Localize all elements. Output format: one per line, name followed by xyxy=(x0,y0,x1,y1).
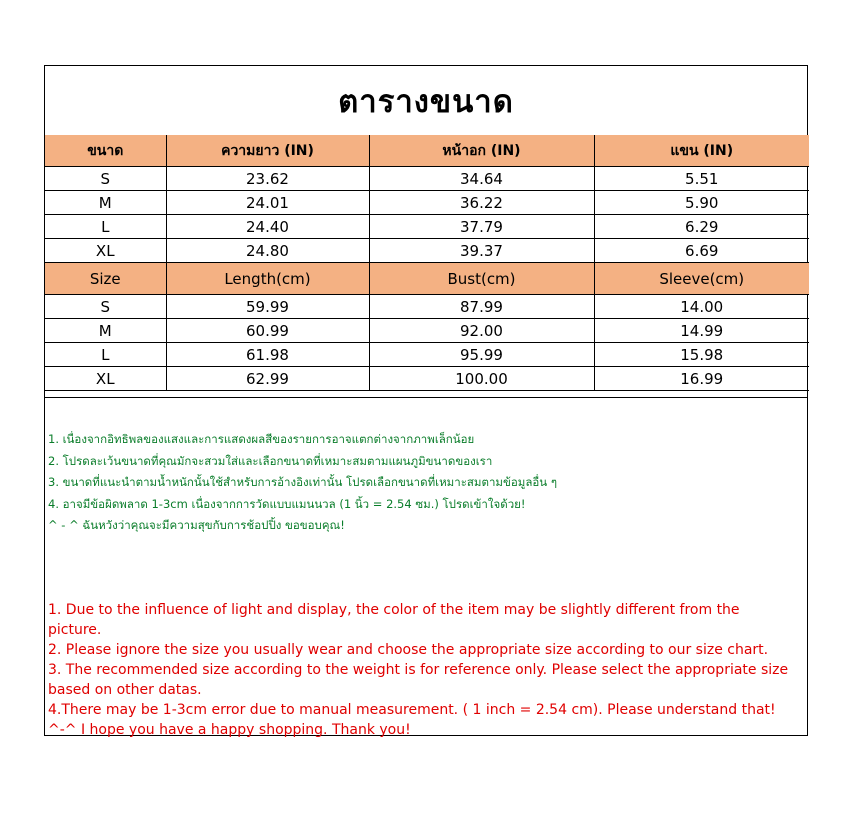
bust-cell: 87.99 xyxy=(369,295,594,319)
table-row xyxy=(45,319,809,343)
bust-cell: 37.79 xyxy=(369,215,594,239)
sleeve-cell: 14.99 xyxy=(594,319,809,343)
thai-note-line: 1. เนื่องจากอิทธิพลของแสงและการแสดงผลสีของรายการอาจแตกต่างจากภาพเล็กน้อย xyxy=(48,432,475,446)
english-note-line: ^-^ I hope you have a happy shopping. Thank you! xyxy=(48,722,411,738)
sleeve-cell: 16.99 xyxy=(594,367,809,391)
thai-note-line: ^ - ^ ฉันหวังว่าคุณจะมีความสุขกับการช้อปปิ้ง ขอขอบคุณ! xyxy=(48,518,345,532)
table-row xyxy=(45,367,809,391)
inch-header-row xyxy=(45,135,809,167)
cm-header-row xyxy=(45,263,809,295)
header-cell-sleeve: แขน (IN) xyxy=(594,135,809,167)
chart-title: ตารางขนาด xyxy=(45,66,807,136)
sleeve-cell: 15.98 xyxy=(594,343,809,367)
length-cell: 23.62 xyxy=(166,167,369,191)
size-table xyxy=(45,135,809,391)
size-cell: L xyxy=(45,343,166,367)
thai-note-line: 2. โปรดละเว้นขนาดที่คุณมักจะสวมใส่และเลือกขนาดที่เหมาะสมตามแผนภูมิขนาดของเรา xyxy=(48,453,493,468)
size-cell: XL xyxy=(45,239,166,263)
header-cell-size: ขนาด xyxy=(45,135,166,167)
size-cell: M xyxy=(45,319,166,343)
bust-cell: 34.64 xyxy=(369,167,594,191)
sleeve-cell: 6.29 xyxy=(594,215,809,239)
length-cell: 24.80 xyxy=(166,239,369,263)
sleeve-cell: 5.90 xyxy=(594,191,809,215)
header-cell-sleeve: Sleeve(cm) xyxy=(594,263,809,295)
size-chart-sheet xyxy=(44,65,808,736)
table-row xyxy=(45,215,809,239)
header-cell-size: Size xyxy=(45,263,166,295)
bust-cell: 92.00 xyxy=(369,319,594,343)
length-cell: 59.99 xyxy=(166,295,369,319)
table-row xyxy=(45,191,809,215)
size-cell: S xyxy=(45,167,166,191)
thai-note-line: 3. ขนาดที่แนะนำตามน้ำหนักนั้นใช้สำหรับการอ้างอิงเท่านั้น โปรดเลือกขนาดที่เหมาะสมตามข้อมูลอื่น ๆ xyxy=(48,475,558,489)
table-row xyxy=(45,167,809,191)
sleeve-cell: 5.51 xyxy=(594,167,809,191)
size-cell: M xyxy=(45,191,166,215)
english-note-line: 4.There may be 1-3cm error due to manual measurement. ( 1 inch = 2.54 cm). Please understand that! xyxy=(48,702,776,718)
sleeve-cell: 6.69 xyxy=(594,239,809,263)
header-cell-length: ความยาว (IN) xyxy=(166,135,369,167)
size-cell: S xyxy=(45,295,166,319)
length-cell: 24.40 xyxy=(166,215,369,239)
bust-cell: 39.37 xyxy=(369,239,594,263)
length-cell: 62.99 xyxy=(166,367,369,391)
table-row xyxy=(45,239,809,263)
thai-notes xyxy=(48,429,799,537)
bust-cell: 36.22 xyxy=(369,191,594,215)
english-note-line: 2. Please ignore the size you usually wear and choose the appropriate size according to our size chart. xyxy=(48,642,769,658)
bust-cell: 100.00 xyxy=(369,367,594,391)
table-row xyxy=(45,295,809,319)
length-cell: 24.01 xyxy=(166,191,369,215)
table-row xyxy=(45,343,809,367)
english-notes xyxy=(48,600,793,740)
size-cell: XL xyxy=(45,367,166,391)
english-note-line: 1. Due to the influence of light and display, the color of the item may be slightly different from the picture. xyxy=(48,602,740,638)
header-cell-bust: Bust(cm) xyxy=(369,263,594,295)
length-cell: 61.98 xyxy=(166,343,369,367)
length-cell: 60.99 xyxy=(166,319,369,343)
size-cell: L xyxy=(45,215,166,239)
notes-section xyxy=(45,397,807,738)
header-cell-bust: หน้าอก (IN) xyxy=(369,135,594,167)
header-cell-length: Length(cm) xyxy=(166,263,369,295)
sleeve-cell: 14.00 xyxy=(594,295,809,319)
bust-cell: 95.99 xyxy=(369,343,594,367)
thai-note-line: 4. อาจมีข้อผิดพลาด 1-3cm เนื่องจากการวัดแบบแมนนวล (1 นิ้ว = 2.54 ซม.) โปรดเข้าใจด้วย! xyxy=(48,496,526,511)
english-note-line: 3. The recommended size according to the weight is for reference only. Please select the appropriate size based on other datas. xyxy=(48,662,789,698)
